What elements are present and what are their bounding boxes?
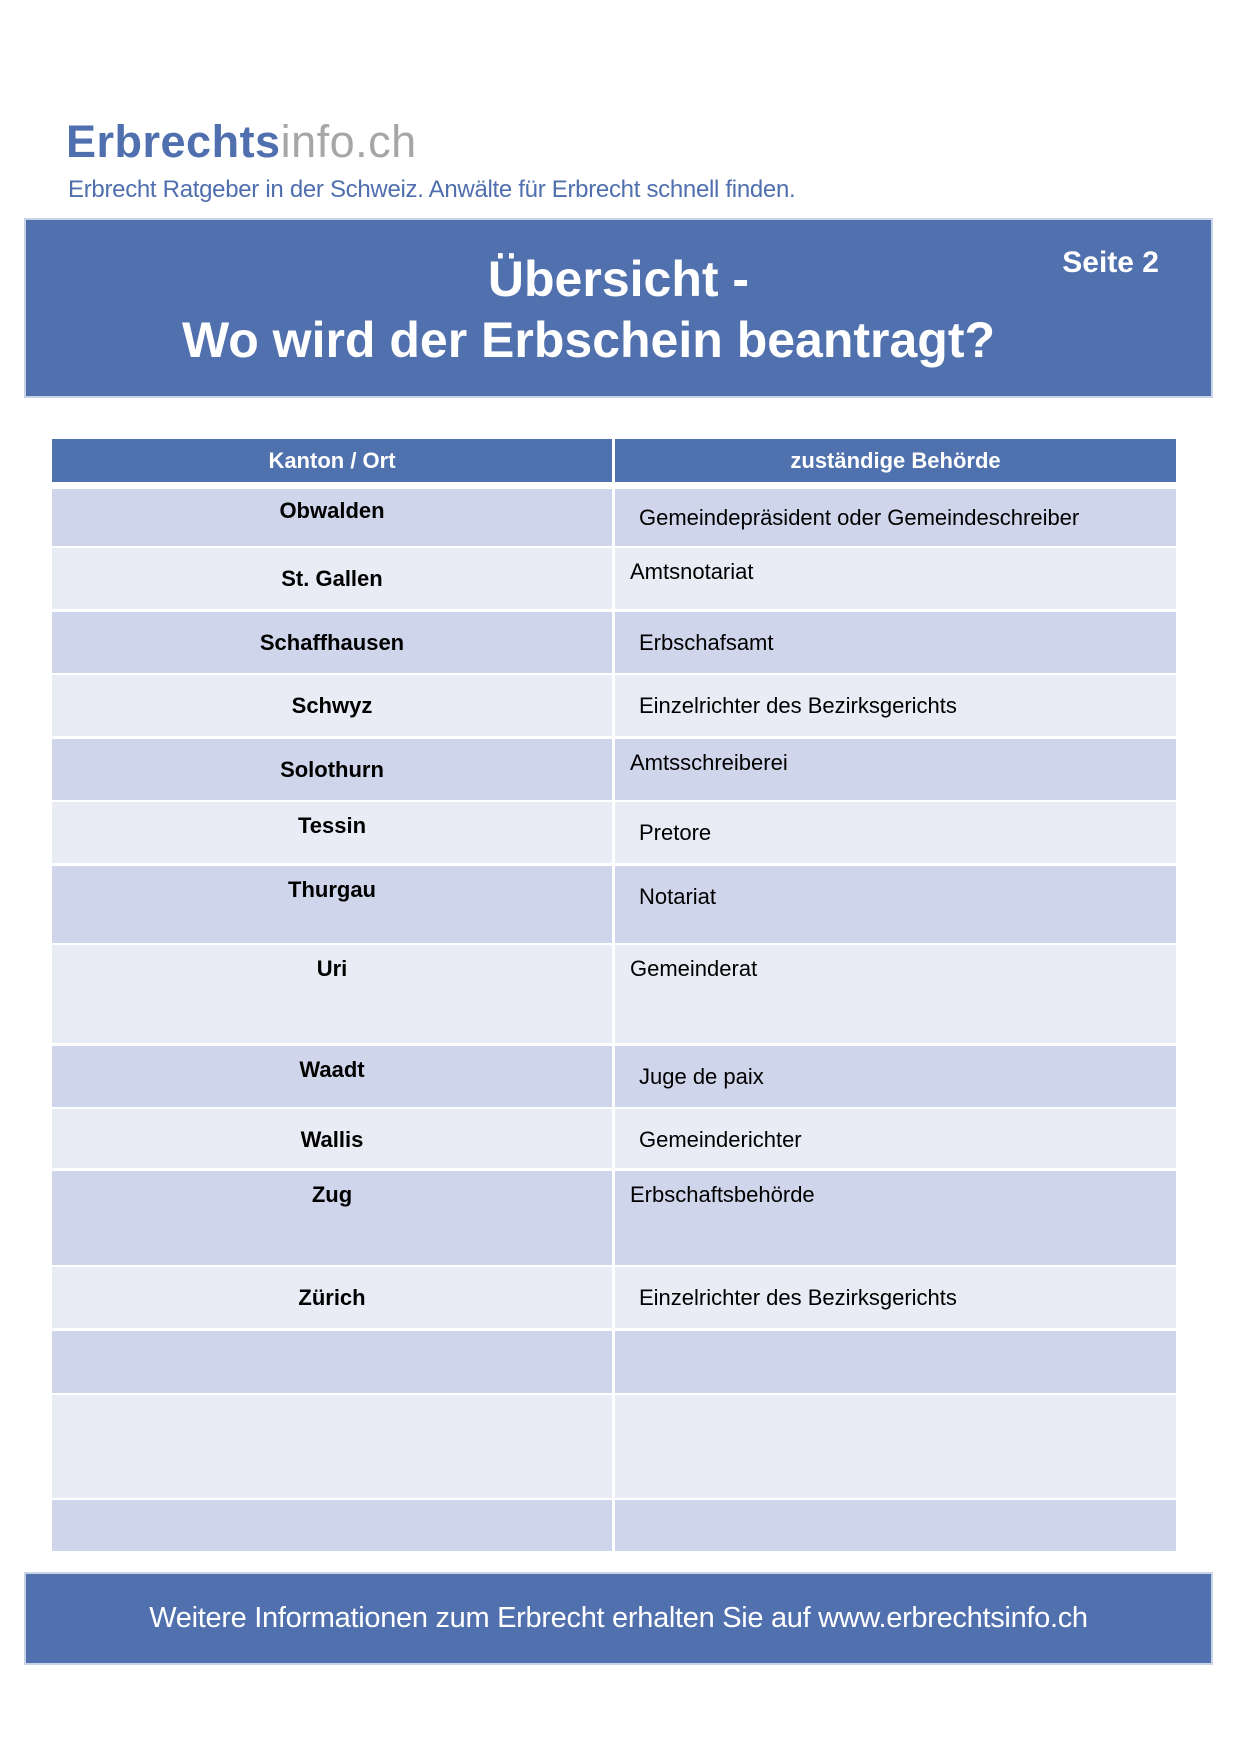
behoerde-cell: [615, 1331, 1176, 1393]
footer-banner: Weitere Informationen zum Erbrecht erhalten Sie auf www.erbrechtsinfo.ch: [26, 1574, 1211, 1663]
table-row: [52, 1171, 1176, 1265]
page-title-line1: Übersicht -: [487, 251, 750, 307]
kanton-text: Waadt: [299, 1057, 365, 1082]
behoerde-text: Einzelrichter des Bezirksgerichts: [639, 1285, 957, 1310]
table-row: [52, 1395, 1176, 1498]
behoerde-text: Gemeindepräsident oder Gemeindeschreiber: [639, 505, 1080, 530]
behoerde-cell: [615, 548, 1176, 609]
behoerde-cell: [615, 612, 1176, 673]
behoerde-cell: [615, 675, 1176, 736]
kanton-text: Uri: [316, 956, 348, 981]
behoerde-text: Notariat: [639, 884, 717, 909]
behoerde-text: Amtsnotariat: [630, 559, 754, 584]
behoerde-text: Gemeinderat: [630, 956, 758, 981]
table-row: [52, 489, 1176, 546]
table-row: [52, 802, 1176, 863]
kanton-cell: [52, 866, 612, 943]
kanton-cell: [52, 945, 612, 1043]
table-row: [52, 1500, 1176, 1551]
kanton-text: Schwyz: [291, 693, 373, 718]
header-behoerde: zuständige Behörde: [615, 439, 1176, 482]
behoerde-cell: [615, 489, 1176, 546]
behoerde-cell: [615, 945, 1176, 1043]
behoerde-cell: [615, 1395, 1176, 1498]
behoerde-text: Pretore: [639, 820, 712, 845]
table-row: [52, 1109, 1176, 1168]
kanton-text: Thurgau: [288, 877, 376, 902]
table-row: [52, 548, 1176, 609]
kanton-text: Tessin: [297, 813, 367, 838]
table-row: [52, 1046, 1176, 1107]
logo-part2: info.ch: [280, 116, 417, 167]
behoerde-text: Juge de paix: [639, 1064, 764, 1089]
tagline: Erbrecht Ratgeber in der Schweiz. Anwälte für Erbrecht schnell finden.: [68, 176, 796, 203]
kanton-cell: [52, 675, 612, 736]
behoerde-cell: [615, 1109, 1176, 1168]
kanton-cell: [52, 1046, 612, 1107]
behoerde-cell: [615, 802, 1176, 863]
table-row: [52, 675, 1176, 736]
table-row: [52, 739, 1176, 800]
table-row: [52, 1331, 1176, 1393]
kanton-cell: [52, 1267, 612, 1328]
behoerde-text: Einzelrichter des Bezirksgerichts: [639, 693, 957, 718]
kanton-cell: [52, 739, 612, 800]
behoerde-cell: [615, 1046, 1176, 1107]
behoerde-text: Erbschafsamt: [639, 630, 774, 655]
behoerde-cell: [615, 1500, 1176, 1551]
behoerde-cell: [615, 1171, 1176, 1265]
table-row: [52, 612, 1176, 673]
behoerde-text: Erbschaftsbehörde: [630, 1182, 815, 1207]
behoerde-text: Amtsschreiberei: [630, 750, 788, 775]
header-kanton: Kanton / Ort: [52, 439, 612, 482]
behoerde-text: Gemeinderichter: [639, 1127, 802, 1152]
kanton-text: Obwalden: [279, 498, 385, 523]
kanton-cell: [52, 489, 612, 546]
kanton-cell: [52, 1331, 612, 1393]
kanton-text: St. Gallen: [281, 566, 383, 591]
behoerde-cell: [615, 866, 1176, 943]
page-number: Seite 2: [1062, 246, 1159, 279]
kanton-cell: [52, 1395, 612, 1498]
kanton-text: Solothurn: [280, 757, 384, 782]
kanton-cell: [52, 1171, 612, 1265]
site-logo: [66, 116, 417, 168]
kanton-text: Zürich: [298, 1285, 366, 1310]
kanton-cell: [52, 612, 612, 673]
kanton-cell: [52, 548, 612, 609]
logo-part1: Erbrechts: [66, 116, 281, 167]
kanton-cell: [52, 802, 612, 863]
kanton-text: Schaffhausen: [259, 630, 405, 655]
table-row: [52, 866, 1176, 943]
page-title-line2: Wo wird der Erbschein beantragt?: [181, 312, 996, 368]
kanton-text: Wallis: [300, 1127, 364, 1152]
kanton-cell: [52, 1109, 612, 1168]
kanton-text: Zug: [311, 1182, 353, 1207]
kanton-cell: [52, 1500, 612, 1551]
behoerde-cell: [615, 1267, 1176, 1328]
table-row: [52, 945, 1176, 1043]
behoerde-cell: [615, 739, 1176, 800]
table-row: [52, 1267, 1176, 1328]
title-banner: [26, 220, 1211, 396]
